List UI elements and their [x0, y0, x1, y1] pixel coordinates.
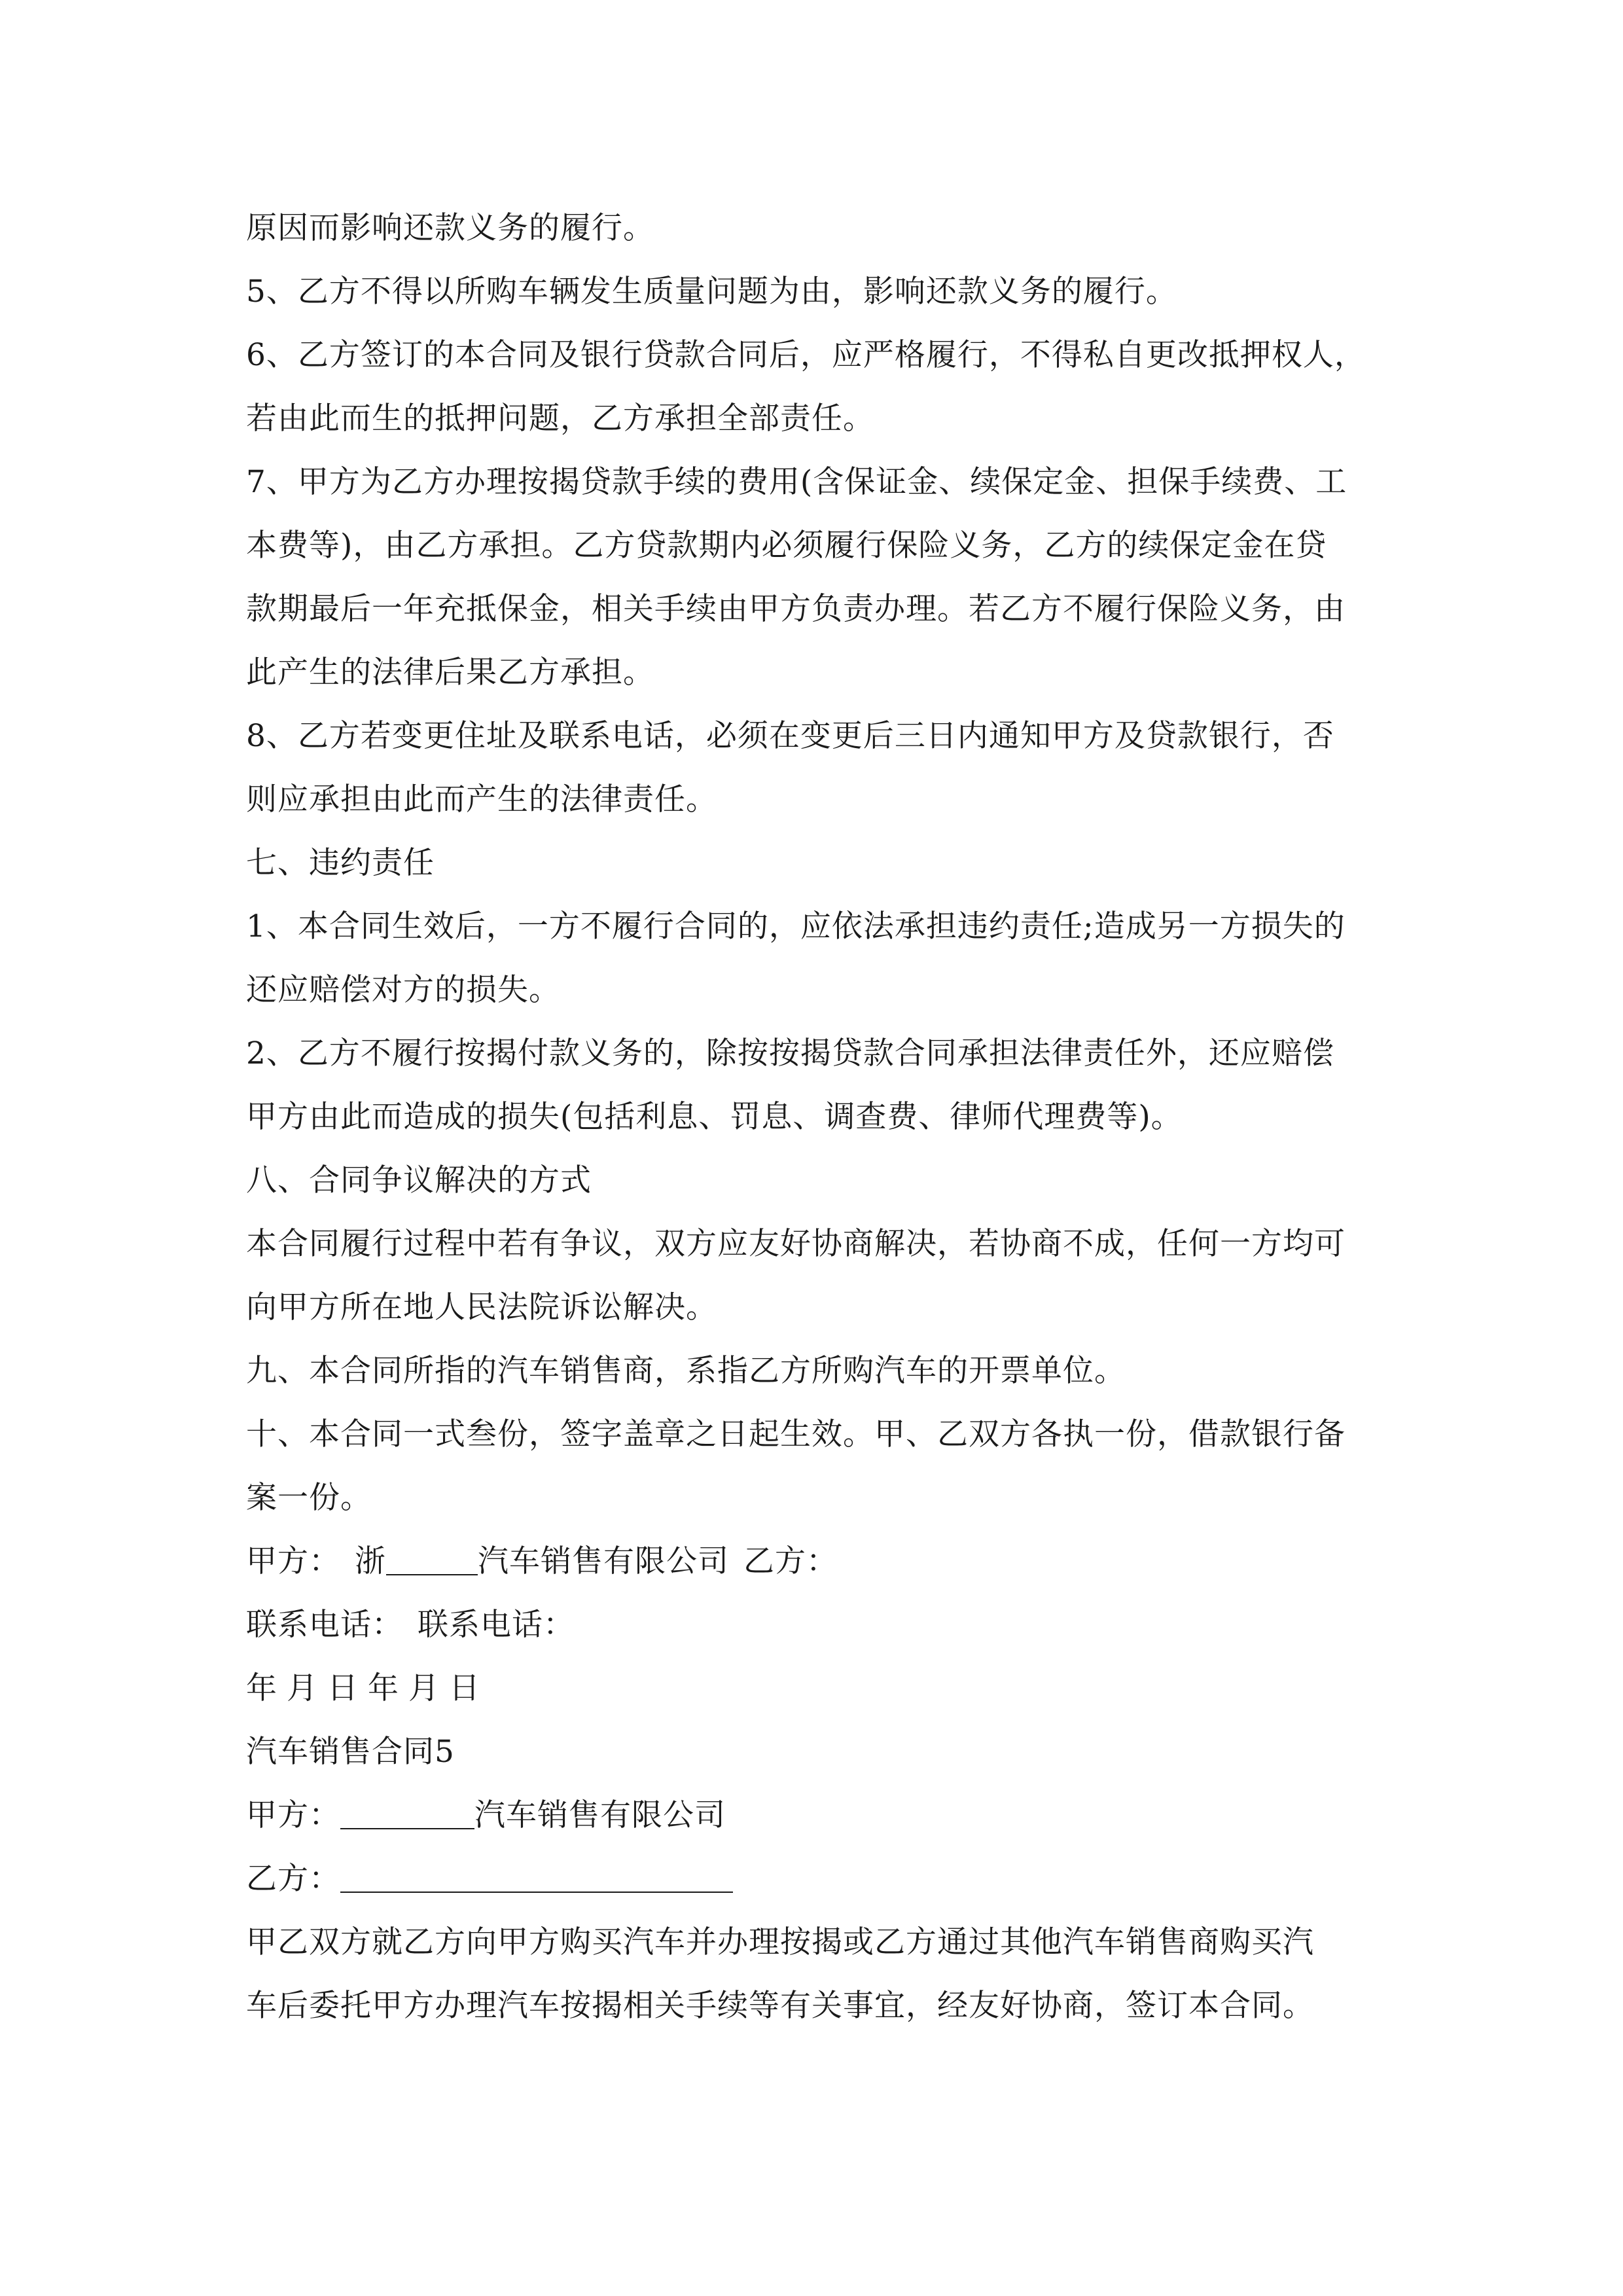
- contract5-party-a-company: 汽车销售有限公司: [474, 1797, 726, 1833]
- contract-title: 汽车销售合同5: [246, 1734, 455, 1770]
- contract5-party-a-label: 甲方：: [246, 1797, 340, 1833]
- party-b-label: 乙方：: [743, 1543, 838, 1579]
- text-line: 本费等)，由乙方承担。乙方贷款期内必须履行保险义务，乙方的续保定金在贷: [246, 528, 1327, 564]
- text-line: 此产生的法律后果乙方承担。: [246, 655, 654, 691]
- contract5-party-b-label: 乙方：: [246, 1861, 340, 1897]
- party-a-company: 汽车销售有限公司: [478, 1543, 729, 1579]
- text-line: 本合同履行过程中若有争议，双方应友好协商解决，若协商不成，任何一方均可: [246, 1226, 1346, 1262]
- text-line: 案一份。: [246, 1480, 372, 1516]
- section-heading: 八、合同争议解决的方式: [246, 1162, 592, 1198]
- text-line: 十、本合同一式叁份，签字盖章之日起生效。甲、乙双方各执一份，借款银行备: [246, 1416, 1346, 1452]
- phone-b-label: 联系电话：: [418, 1607, 575, 1643]
- text-line: 向甲方所在地人民法院诉讼解决。: [246, 1289, 717, 1325]
- contract5-intro-line: 车后委托甲方办理汽车按揭相关手续等有关事宜，经友好协商，签订本合同。: [246, 1988, 1314, 2024]
- date-day-b: 日: [449, 1670, 480, 1706]
- text-line: 1、本合同生效后，一方不履行合同的，应依法承担违约责任;造成另一方损失的: [246, 908, 1346, 944]
- signature-party-line: [246, 1530, 1385, 1593]
- date-year-a: 年: [246, 1670, 277, 1706]
- text-line: 则应承担由此而产生的法律责任。: [246, 781, 717, 817]
- date-year-b: 年: [368, 1670, 399, 1706]
- text-line: 2、乙方不履行按揭付款义务的，除按按揭贷款合同承担法律责任外，还应赔偿: [246, 1035, 1334, 1071]
- contract5-party-b-blank: [340, 1863, 733, 1893]
- contract5-party-a-line: [246, 1784, 1385, 1847]
- date-day-a: 日: [327, 1670, 359, 1706]
- signature-phone-line: [246, 1593, 1385, 1657]
- party-a-label: 甲方：: [246, 1543, 340, 1579]
- party-a-blank: [386, 1545, 478, 1575]
- phone-a-label: 联系电话：: [246, 1607, 403, 1643]
- text-line: 7、甲方为乙方办理按揭贷款手续的费用(含保证金、续保定金、担保手续费、工: [246, 464, 1347, 500]
- text-line: 甲方由此而造成的损失(包括利息、罚息、调查费、律师代理费等)。: [246, 1099, 1183, 1135]
- text-line: 九、本合同所指的汽车销售商，系指乙方所购汽车的开票单位。: [246, 1353, 1126, 1389]
- contract5-intro-line: 甲乙双方就乙方向甲方购买汽车并办理按揭或乙方通过其他汽车销售商购买汽: [246, 1924, 1314, 1960]
- section-heading: 七、违约责任: [246, 845, 435, 881]
- text-line: 款期最后一年充抵保金，相关手续由甲方负责办理。若乙方不履行保险义务，由: [246, 591, 1346, 627]
- date-month-b: 月: [408, 1670, 440, 1706]
- document-body: [246, 196, 1385, 2037]
- signature-date-line: [246, 1657, 1385, 1720]
- text-line: 5、乙方不得以所购车辆发生质量问题为由，影响还款义务的履行。: [246, 274, 1177, 310]
- text-line: 还应赔偿对方的损失。: [246, 972, 560, 1008]
- text-line: 若由此而生的抵押问题，乙方承担全部责任。: [246, 401, 874, 437]
- text-line: 6、乙方签订的本合同及银行贷款合同后，应严格履行，不得私自更改抵押权人，: [246, 337, 1366, 373]
- contract5-party-a-blank: [340, 1799, 474, 1829]
- date-month-a: 月: [287, 1670, 318, 1706]
- text-line: 8、乙方若变更住址及联系电话，必须在变更后三日内通知甲方及贷款银行，否: [246, 718, 1334, 754]
- text-line: 原因而影响还款义务的履行。: [246, 210, 654, 246]
- contract5-party-b-line: [246, 1847, 1385, 1910]
- party-a-prefix: 浙: [355, 1543, 386, 1579]
